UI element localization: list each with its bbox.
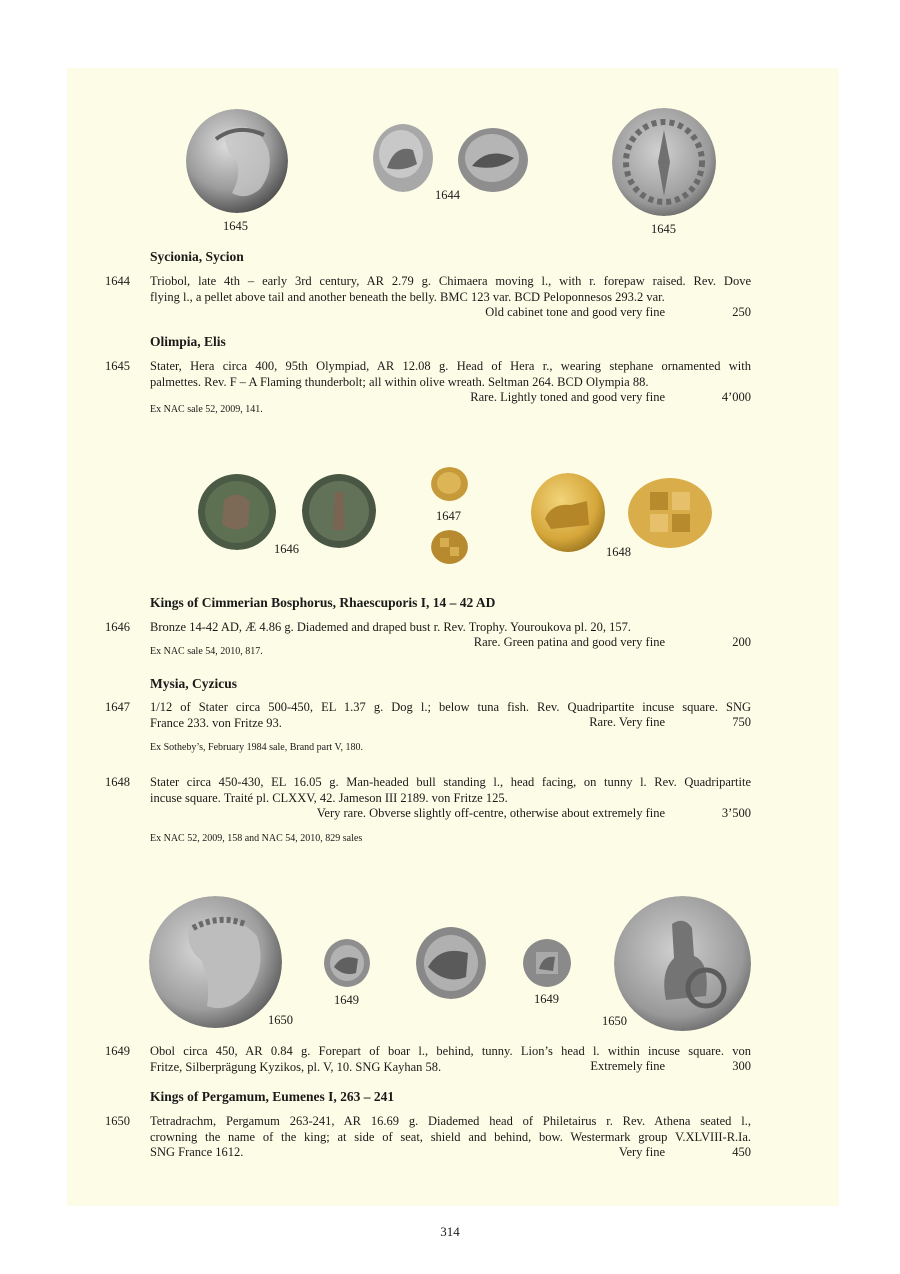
description-line: crowning the name of the king; at side of seat, shield and behind, bow. Westermark group V.XLVIII-R.Ia. [150, 1129, 751, 1144]
coin-label-1649: 1649 [534, 992, 559, 1006]
coin-1644-reverse-image [458, 128, 528, 192]
lot-grade: Very fine [618, 1145, 665, 1159]
grade-price-row [150, 806, 751, 822]
coin-1649-obverse-image [416, 927, 486, 999]
coin-1649-obverse-small-image [324, 939, 370, 987]
description-line: Fritze, Silberprägung Kyzikos, pl. V, 10. SNG Kayhan 58. [150, 1059, 442, 1074]
description-line: incuse square. Traité pl. CLXXV, 42. Jameson III 2189. von Fritze 125. [150, 790, 508, 805]
coin-1647-reverse-image [431, 530, 468, 564]
lot-price: 450 [732, 1145, 751, 1159]
lot-grade: Old cabinet tone and good very fine [485, 305, 665, 319]
lot-grade: Rare. Lightly toned and good very fine [470, 390, 665, 404]
lot-grade: Very rare. Obverse slightly off-centre, otherwise about extremely fine [316, 806, 665, 820]
lot-grade: Rare. Very fine [589, 715, 665, 729]
coin-1650-obverse-image [149, 896, 282, 1028]
lot-provenance: Ex NAC sale 52, 2009, 141. [150, 404, 263, 415]
lot-price: 250 [732, 305, 751, 319]
grade-price-row [150, 1059, 751, 1075]
lot-provenance: Ex Sotheby’s, February 1984 sale, Brand part V, 180. [150, 742, 363, 753]
description-line: flying l., a pellet above tail and another beneath the belly. BMC 123 var. BCD Peloponnesos 293.2 var. [150, 289, 665, 304]
lot-number: 1649 [105, 1044, 130, 1058]
grade-price-row [150, 305, 751, 321]
lot-description [150, 620, 751, 636]
coin-1650-reverse-image [614, 896, 751, 1031]
description-line: Bronze 14-42 AD, Æ 4.86 g. Diademed and draped bust r. Rev. Trophy. Youroukova pl. 20, 157. [150, 620, 631, 634]
description-line: France 233. von Fritze 93. [150, 715, 282, 730]
section-heading: Sycionia, Sycion [150, 249, 244, 264]
coin-label-1645: 1645 [651, 222, 676, 236]
coin-1646-reverse-image [302, 474, 376, 548]
coin-1646-obverse-image [198, 474, 276, 550]
section-heading: Olimpia, Elis [150, 334, 226, 349]
section-heading: Kings of Pergamum, Eumenes I, 263 – 241 [150, 1089, 395, 1104]
description-line: 1/12 of Stater circa 500-450, EL 1.37 g. Dog l.; below tuna fish. Rev. Quadripartite incuse square. SNG [150, 700, 751, 714]
description-line: SNG France 1612. [150, 1145, 244, 1159]
coin-1647-obverse-image [431, 467, 468, 501]
coin-label-1649: 1649 [334, 993, 359, 1007]
lot-price: 200 [732, 635, 751, 649]
section-heading: Mysia, Cyzicus [150, 676, 237, 691]
lot-number: 1648 [105, 775, 130, 789]
coin-1649-reverse-small-image [523, 939, 571, 987]
description-line: palmettes. Rev. F – A Flaming thunderbolt; all within olive wreath. Seltman 264. BCD Olympia 88. [150, 374, 649, 389]
lot-price: 750 [732, 715, 751, 729]
lot-number: 1644 [105, 274, 130, 288]
coin-label-1647: 1647 [436, 509, 461, 523]
coin-label-1644: 1644 [435, 188, 460, 202]
coin-label-1650: 1650 [602, 1014, 627, 1028]
coin-1645-obverse-image [186, 109, 288, 213]
page-number: 314 [440, 1224, 460, 1239]
coin-1648-obverse-image [531, 473, 605, 552]
lot-price: 3’500 [721, 806, 751, 820]
lot-price: 300 [732, 1059, 751, 1073]
coin-1648-reverse-image [628, 478, 712, 548]
grade-price-row [150, 1145, 751, 1161]
lot-grade: Extremely fine [590, 1059, 665, 1073]
description-line: Stater, Hera circa 400, 95th Olympiad, AR 12.08 g. Head of Hera r., wearing stephane ornamented with [150, 359, 751, 373]
coin-1645-reverse-image [612, 108, 716, 216]
description-line: Triobol, late 4th – early 3rd century, AR 2.79 g. Chimaera moving l., with r. forepaw raised. Rev. Dove [150, 274, 751, 288]
lot-description [150, 359, 751, 390]
lot-price: 4’000 [721, 390, 751, 404]
coin-1644-obverse-image [373, 124, 433, 192]
coin-label-1646: 1646 [274, 542, 299, 556]
lot-description [150, 274, 751, 305]
coin-label-1648: 1648 [606, 545, 631, 559]
description-line: Tetradrachm, Pergamum 263-241, AR 16.69 g. Diademed head of Philetairus r. Rev. Athena seated l., [150, 1114, 751, 1128]
lot-provenance: Ex NAC 52, 2009, 158 and NAC 54, 2010, 829 sales [150, 833, 363, 844]
description-line: Obol circa 450, AR 0.84 g. Forepart of boar l., behind, tunny. Lion’s head l. within incuse square. von [150, 1044, 751, 1058]
lot-number: 1646 [105, 620, 130, 634]
coin-label-1650: 1650 [268, 1013, 293, 1027]
grade-price-row [150, 715, 751, 731]
section-heading: Kings of Cimmerian Bosphorus, Rhaescuporis I, 14 – 42 AD [150, 595, 496, 610]
lot-number: 1647 [105, 700, 130, 714]
lot-grade: Rare. Green patina and good very fine [473, 635, 665, 649]
coin-label-1645: 1645 [223, 219, 248, 233]
description-line: Stater circa 450-430, EL 16.05 g. Man-headed bull standing l., head facing, on tunny l. Rev. Quadripartite [150, 775, 751, 789]
lot-provenance: Ex NAC sale 54, 2010, 817. [150, 646, 263, 657]
lot-description [150, 775, 751, 806]
lot-number: 1650 [105, 1114, 130, 1128]
lot-number: 1645 [105, 359, 130, 373]
